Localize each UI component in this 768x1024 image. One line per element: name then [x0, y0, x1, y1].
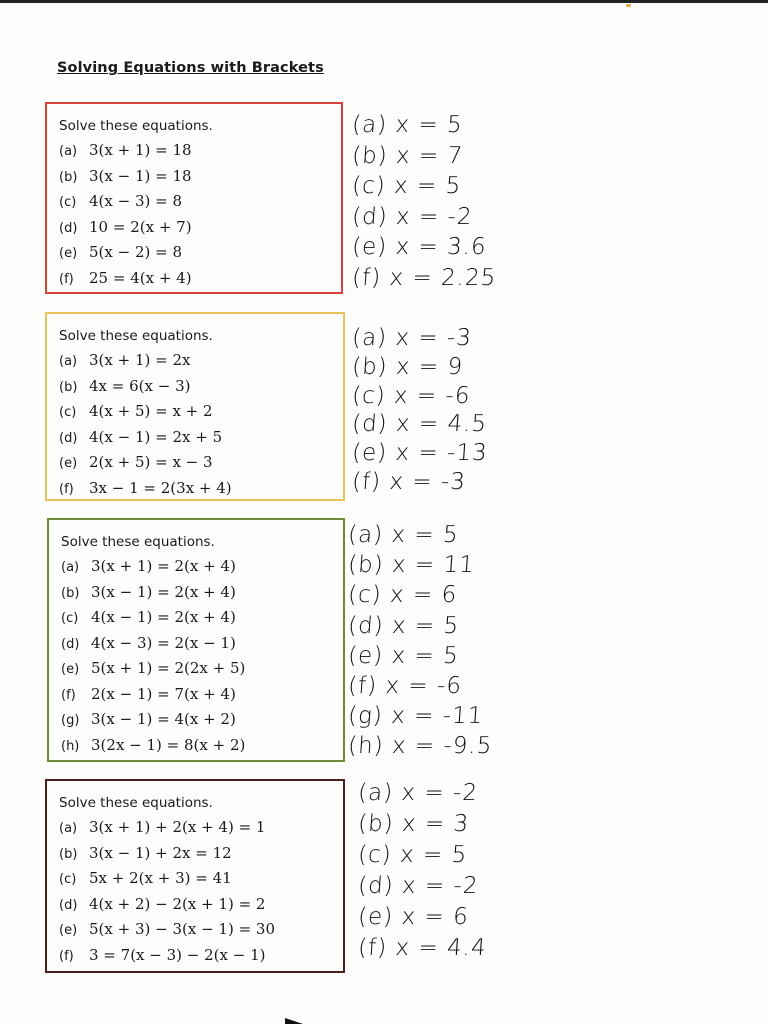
question-item — [61, 583, 245, 609]
equation-text: 4(x + 5) = x + 2 — [89, 402, 213, 420]
question-label: (a) — [61, 560, 80, 575]
equation-text: 4(x − 1) = 2(x + 4) — [91, 608, 236, 626]
equation-text: 4(x − 3) = 2(x − 1) — [91, 633, 236, 652]
question-label: (b) — [59, 169, 78, 185]
handwritten-answer: (f) x = 4.4 — [357, 935, 488, 961]
question-list — [59, 351, 232, 504]
handwritten-answer: (g) x = -11 — [347, 703, 485, 730]
handwritten-answer: (e) x = -13 — [351, 440, 489, 467]
question-label: (c) — [59, 872, 77, 887]
question-label: (f) — [59, 948, 74, 964]
question-label: (a) — [59, 354, 78, 369]
equation-text: 3(x + 1) + 2(x + 4) = 1 — [89, 818, 266, 836]
equation-text: 3(x − 1) + 2x = 12 — [89, 843, 232, 862]
question-item — [59, 428, 232, 454]
question-label: (d) — [61, 636, 80, 652]
handwritten-answer: (b) x = 3 — [357, 811, 471, 837]
handwritten-answer: (f) x = -3 — [351, 468, 467, 495]
handwritten-answer: (a) x = 5 — [351, 112, 464, 138]
question-label: (b) — [59, 846, 78, 862]
question-item — [59, 920, 275, 946]
exercise-box-3 — [47, 518, 345, 762]
question-item — [59, 351, 232, 377]
question-item — [59, 869, 275, 895]
question-item — [59, 479, 232, 505]
question-item — [59, 141, 192, 167]
equation-text: 3(x + 1) = 2x — [89, 351, 191, 369]
equation-text: 5x + 2(x + 3) = 41 — [89, 869, 232, 887]
equation-text: 25 = 4(x + 4) — [89, 268, 192, 287]
question-label: (b) — [59, 379, 78, 395]
question-label: (e) — [59, 246, 78, 261]
handwritten-answer: (a) x = 5 — [347, 522, 460, 548]
question-item — [59, 895, 275, 921]
question-item — [59, 243, 192, 269]
instruction-text: Solve these equations. — [61, 534, 215, 550]
question-item — [59, 167, 192, 193]
instruction-text: Solve these equations. — [59, 795, 213, 811]
question-label: (c) — [59, 195, 77, 210]
handwritten-answer: (d) x = 5 — [347, 612, 461, 639]
question-label: (e) — [59, 456, 78, 471]
equation-text: 10 = 2(x + 7) — [89, 217, 192, 236]
handwritten-answer: (c) x = 5 — [351, 173, 463, 199]
handwritten-answer: (c) x = -6 — [351, 382, 472, 409]
exercise-box-1 — [45, 102, 343, 294]
question-item — [59, 377, 232, 403]
handwritten-answers-1 — [352, 112, 496, 295]
instruction-text: Solve these equations. — [59, 328, 213, 344]
handwritten-answer: (a) x = -3 — [351, 325, 473, 351]
question-item — [61, 685, 245, 711]
question-list — [61, 557, 245, 761]
question-label: (e) — [61, 662, 80, 677]
question-label: (d) — [59, 220, 78, 236]
question-label: (f) — [61, 687, 76, 703]
question-label: (c) — [61, 611, 79, 626]
handwritten-answer: (f) x = 2.25 — [351, 264, 498, 291]
handwritten-answer: (e) x = 3.6 — [351, 234, 488, 260]
handwritten-answer: (d) x = -2 — [357, 873, 480, 899]
handwritten-answer: (f) x = -6 — [347, 672, 463, 699]
equation-text: 5(x + 1) = 2(2x + 5) — [91, 659, 246, 677]
handwritten-answer: (d) x = 4.5 — [351, 411, 488, 438]
question-label: (f) — [59, 481, 74, 497]
question-item — [59, 269, 192, 295]
handwritten-answers-3 — [348, 522, 492, 764]
handwritten-answer: (c) x = 6 — [347, 582, 459, 609]
equation-text: 5(x − 2) = 8 — [89, 243, 183, 261]
question-item — [59, 453, 232, 479]
question-label: (b) — [61, 585, 80, 601]
handwritten-answers-2 — [352, 325, 487, 498]
question-label: (d) — [59, 897, 78, 913]
handwritten-answer: (b) x = 11 — [347, 552, 476, 579]
page-top-edge — [0, 0, 768, 3]
handwritten-answers-4 — [358, 780, 486, 966]
equation-text: 2(x + 5) = x − 3 — [89, 453, 213, 471]
equation-text: 3 = 7(x − 3) − 2(x − 1) — [89, 945, 266, 964]
question-item — [59, 192, 192, 218]
handwritten-answer: (b) x = 7 — [351, 142, 465, 169]
equation-text: 2(x − 1) = 7(x + 4) — [91, 684, 236, 703]
handwritten-answer: (e) x = 5 — [347, 642, 460, 669]
question-label: (f) — [59, 271, 74, 287]
question-label: (c) — [59, 405, 77, 420]
question-list — [59, 141, 192, 294]
question-item — [61, 634, 245, 660]
handwritten-answer: (b) x = 9 — [351, 353, 465, 380]
question-item — [61, 659, 245, 685]
question-item — [59, 818, 275, 844]
equation-text: 3(2x − 1) = 8(x + 2) — [91, 735, 246, 754]
instruction-text: Solve these equations. — [59, 118, 213, 134]
handwritten-answer: (e) x = 6 — [357, 904, 470, 930]
handwritten-answer: (h) x = -9.5 — [347, 733, 494, 760]
equation-text: 3(x − 1) = 18 — [89, 166, 192, 185]
question-item — [59, 946, 275, 972]
question-item — [61, 736, 245, 762]
equation-text: 3x − 1 = 2(3x + 4) — [89, 478, 232, 497]
handwritten-answer: (c) x = 5 — [357, 842, 469, 868]
question-label: (a) — [59, 821, 78, 836]
equation-text: 4(x − 3) = 8 — [89, 192, 183, 210]
equation-text: 4(x + 2) − 2(x + 1) = 2 — [89, 894, 266, 913]
question-label: (a) — [59, 144, 78, 159]
question-label: (h) — [61, 738, 80, 754]
exercise-box-2 — [45, 312, 345, 501]
question-list — [59, 818, 275, 971]
question-item — [59, 402, 232, 428]
equation-text: 5(x + 3) − 3(x − 1) = 30 — [89, 920, 276, 938]
equation-text: 3(x − 1) = 2(x + 4) — [91, 582, 236, 601]
equation-text: 4x = 6(x − 3) — [89, 376, 191, 395]
exercise-box-4 — [45, 779, 345, 973]
paper-speck — [626, 4, 631, 7]
handwritten-answer: (d) x = -2 — [351, 203, 474, 230]
question-label: (e) — [59, 923, 78, 938]
equation-text: 3(x − 1) = 4(x + 2) — [91, 710, 236, 728]
question-item — [59, 218, 192, 244]
question-item — [61, 557, 245, 583]
equation-text: 4(x − 1) = 2x + 5 — [89, 427, 223, 446]
equation-text: 3(x + 1) = 18 — [89, 141, 192, 159]
page-mark — [285, 1018, 303, 1024]
question-label: (d) — [59, 430, 78, 446]
equation-text: 3(x + 1) = 2(x + 4) — [91, 557, 236, 575]
question-item — [61, 608, 245, 634]
page-title: Solving Equations with Brackets — [57, 60, 324, 76]
question-item — [61, 710, 245, 736]
question-label: (g) — [61, 713, 80, 728]
question-item — [59, 844, 275, 870]
handwritten-answer: (a) x = -2 — [357, 780, 479, 806]
